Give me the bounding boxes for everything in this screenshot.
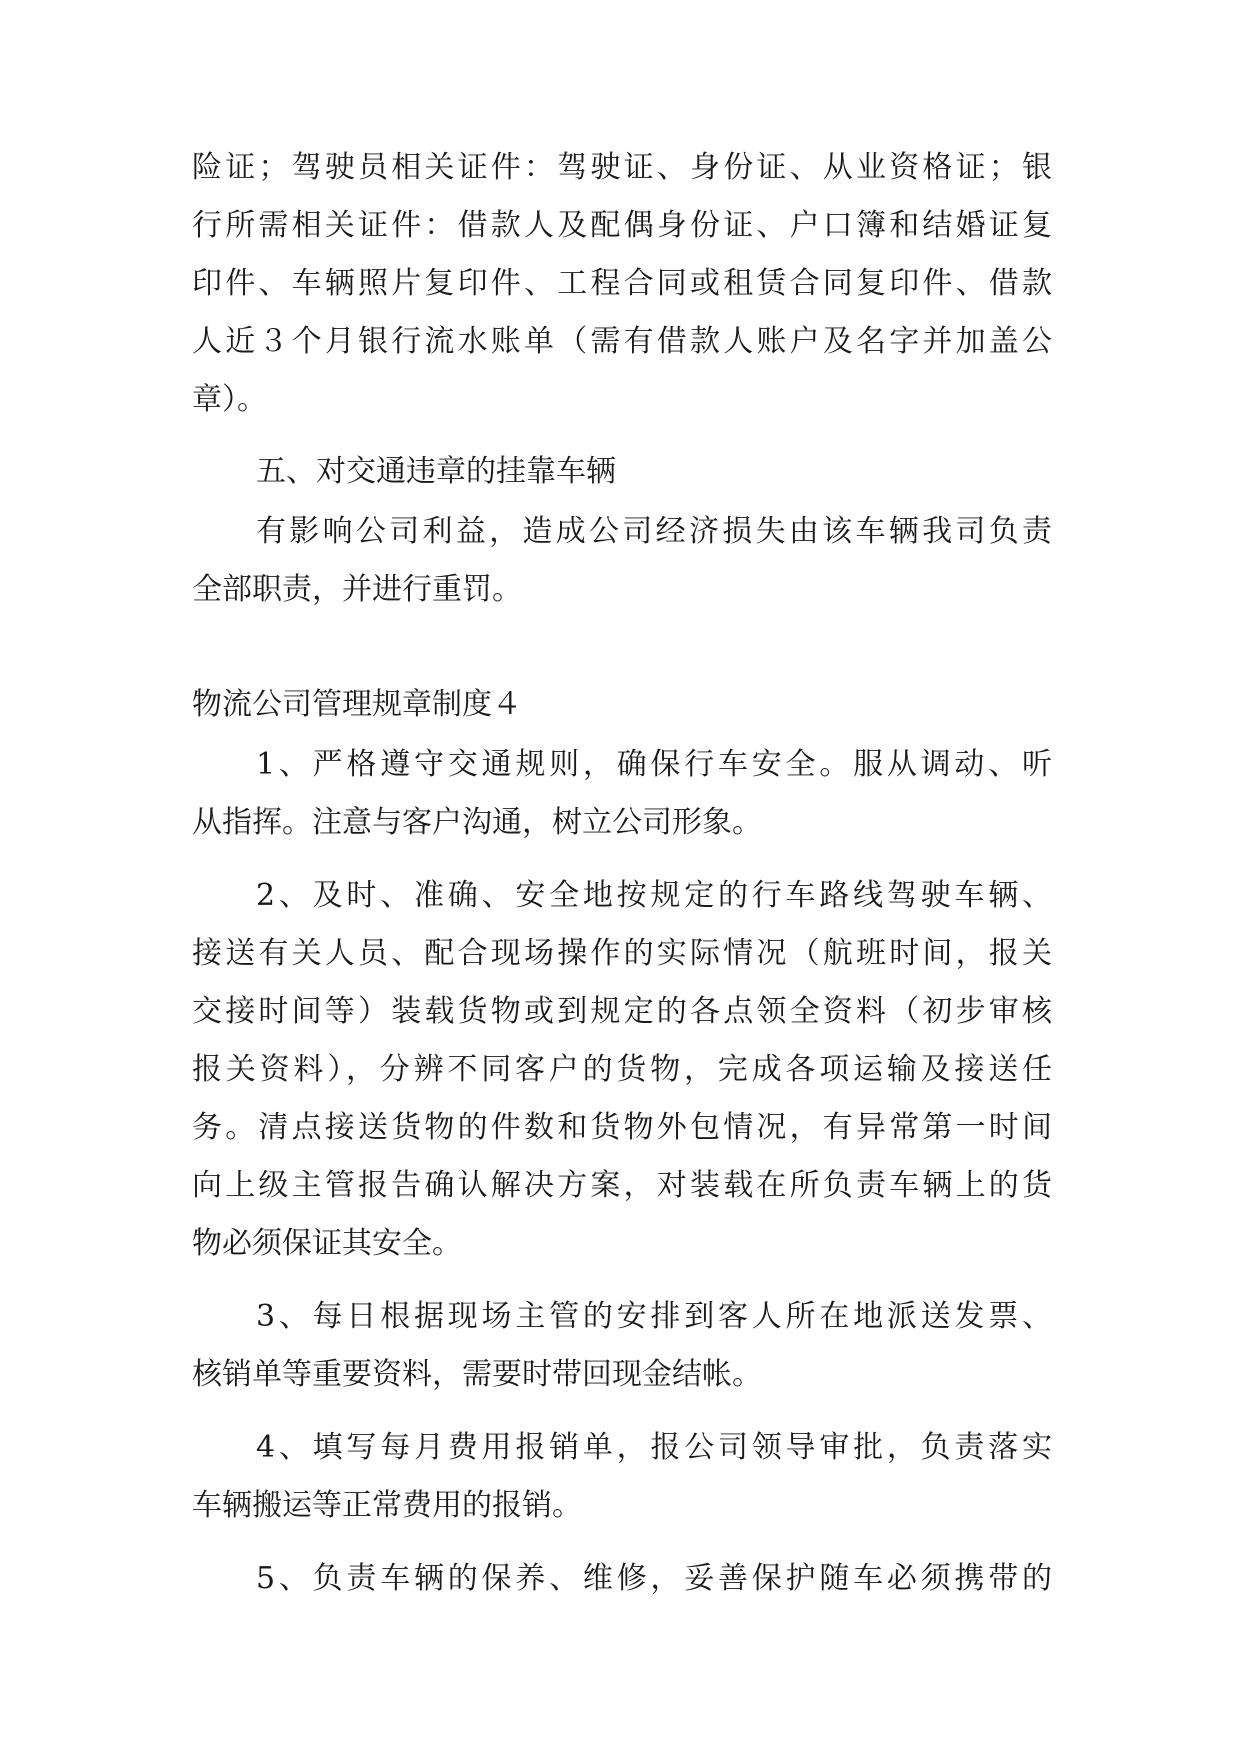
- section-heading: 五、对交通违章的挂靠车辆: [256, 454, 616, 489]
- text-line: 接送有关人员、配合现场操作的实际情况（航班时间，报关: [192, 936, 1052, 971]
- text-line: 向上级主管报告确认解决方案，对装载在所负责车辆上的货: [192, 1168, 1052, 1203]
- text-line: 有影响公司利益，造成公司经济损失由该车辆我司负责: [256, 514, 1052, 549]
- text-line: 务。清点接送货物的件数和货物外包情况，有异常第一时间: [192, 1110, 1052, 1145]
- text-line: 交接时间等）装载货物或到规定的各点领全资料（初步审核: [192, 994, 1052, 1029]
- text-line: 全部职责，并进行重罚。: [192, 572, 522, 607]
- text-line: 印件、车辆照片复印件、工程合同或租赁合同复印件、借款: [192, 266, 1052, 301]
- text-line: 3、每日根据现场主管的安排到客人所在地派送发票、: [256, 1299, 1052, 1334]
- text-line: 1、严格遵守交通规则，确保行车安全。服从调动、听: [256, 747, 1052, 782]
- text-line: 核销单等重要资料，需要时带回现金结帐。: [192, 1357, 762, 1392]
- text-line: 5、负责车辆的保养、维修，妥善保护随车必须携带的: [256, 1561, 1052, 1596]
- text-line: 行所需相关证件：借款人及配偶身份证、户口簿和结婚证复: [192, 208, 1052, 243]
- text-line: 报关资料），分辨不同客户的货物，完成各项运输及接送任: [192, 1052, 1052, 1087]
- document-title: 物流公司管理规章制度４: [192, 687, 522, 722]
- text-line: 人近３个月银行流水账单（需有借款人账户及名字并加盖公: [192, 324, 1052, 359]
- text-line: 2、及时、准确、安全地按规定的行车路线驾驶车辆、: [256, 878, 1052, 913]
- text-line: 从指挥。注意与客户沟通，树立公司形象。: [192, 805, 762, 840]
- text-line: 物必须保证其安全。: [192, 1226, 462, 1261]
- text-line: 险证；驾驶员相关证件：驾驶证、身份证、从业资格证；银: [192, 150, 1052, 185]
- text-line: 章）。: [192, 382, 267, 417]
- text-line: 4、填写每月费用报销单，报公司领导审批，负责落实: [256, 1430, 1052, 1465]
- text-line: 车辆搬运等正常费用的报销。: [192, 1488, 582, 1523]
